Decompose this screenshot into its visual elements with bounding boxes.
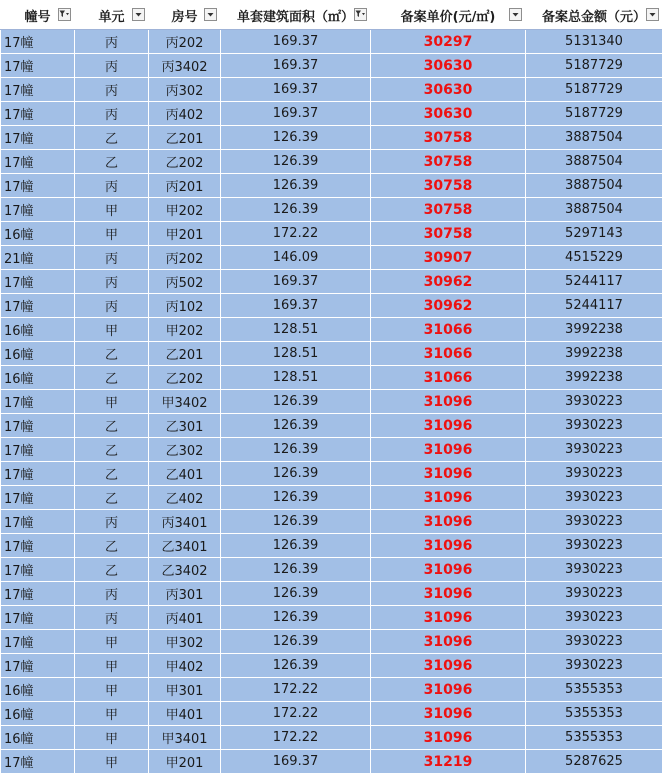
area-cell[interactable]: 172.22 (221, 726, 371, 750)
room-no-cell[interactable]: 丙202 (149, 30, 221, 54)
building-no-cell[interactable]: 17幢 (1, 102, 75, 126)
table-row (1, 78, 662, 102)
total-amount-cell[interactable]: 3930223 (526, 558, 662, 582)
table-row (1, 126, 662, 150)
unit-price-cell[interactable]: 31096 (371, 630, 526, 654)
unit-price-cell[interactable]: 31096 (371, 438, 526, 462)
unit-price-cell[interactable]: 31066 (371, 318, 526, 342)
total-amount-cell[interactable]: 5187729 (526, 102, 662, 126)
unit-cell[interactable]: 甲 (75, 390, 149, 414)
total-amount-cell[interactable]: 5355353 (526, 726, 662, 750)
dropdown-arrow-icon[interactable] (509, 8, 522, 21)
total-amount-cell[interactable]: 3930223 (526, 390, 662, 414)
total-amount-cell[interactable]: 5297143 (526, 222, 662, 246)
total-amount-cell[interactable]: 3930223 (526, 654, 662, 678)
total-amount-cell[interactable]: 3930223 (526, 462, 662, 486)
room-no-cell[interactable]: 乙202 (149, 150, 221, 174)
area-cell[interactable]: 169.37 (221, 270, 371, 294)
building-no-header-label: 幢号 (24, 6, 50, 25)
header-row (1, 1, 662, 30)
filter-active-icon[interactable] (58, 8, 71, 21)
unit-price-cell[interactable]: 30758 (371, 222, 526, 246)
building-no-cell[interactable]: 17幢 (1, 174, 75, 198)
room-no-cell[interactable]: 乙401 (149, 462, 221, 486)
area-cell[interactable]: 169.37 (221, 78, 371, 102)
area-cell[interactable]: 126.39 (221, 462, 371, 486)
unit-header-label: 单元 (98, 6, 124, 25)
total-amount-cell[interactable]: 3930223 (526, 630, 662, 654)
unit-price-cell[interactable]: 30907 (371, 246, 526, 270)
building-no-cell[interactable]: 17幢 (1, 150, 75, 174)
building-no-cell[interactable]: 17幢 (1, 558, 75, 582)
table-row (1, 54, 662, 78)
area-cell[interactable]: 128.51 (221, 342, 371, 366)
unit-cell[interactable]: 乙 (75, 342, 149, 366)
area-cell[interactable]: 172.22 (221, 678, 371, 702)
unit-price-cell[interactable]: 30962 (371, 294, 526, 318)
unit-cell[interactable]: 丙 (75, 102, 149, 126)
room-no-cell[interactable]: 丙3401 (149, 510, 221, 534)
unit-price-cell[interactable]: 31096 (371, 654, 526, 678)
area-cell[interactable]: 126.39 (221, 126, 371, 150)
area-cell[interactable]: 169.37 (221, 750, 371, 774)
table-row (1, 630, 662, 654)
area-cell[interactable]: 126.39 (221, 510, 371, 534)
table-row (1, 414, 662, 438)
unit-cell[interactable]: 丙 (75, 582, 149, 606)
area-cell[interactable]: 126.39 (221, 438, 371, 462)
building-no-cell[interactable]: 17幢 (1, 630, 75, 654)
room-no-cell[interactable]: 甲301 (149, 678, 221, 702)
unit-cell[interactable]: 甲 (75, 654, 149, 678)
unit-price-cell[interactable]: 31096 (371, 486, 526, 510)
table-row (1, 654, 662, 678)
total-amount-cell[interactable]: 5187729 (526, 78, 662, 102)
dropdown-arrow-icon[interactable] (204, 8, 217, 21)
room-no-cell[interactable]: 丙502 (149, 270, 221, 294)
total-amount-cell[interactable]: 5244117 (526, 294, 662, 318)
unit-cell[interactable]: 甲 (75, 678, 149, 702)
table-row (1, 558, 662, 582)
unit-price-cell[interactable]: 31096 (371, 606, 526, 630)
unit-cell[interactable]: 丙 (75, 30, 149, 54)
area-cell[interactable]: 169.37 (221, 294, 371, 318)
table-row (1, 750, 662, 774)
total-amount-cell[interactable]: 3992238 (526, 366, 662, 390)
building-no-cell[interactable]: 17幢 (1, 582, 75, 606)
table-row (1, 270, 662, 294)
filter-active-icon[interactable] (354, 8, 367, 21)
unit-price-cell[interactable]: 31066 (371, 342, 526, 366)
room-no-header-label: 房号 (171, 6, 197, 25)
unit-price-cell[interactable]: 31096 (371, 510, 526, 534)
unit-price-cell[interactable]: 30630 (371, 102, 526, 126)
area-cell[interactable]: 172.22 (221, 702, 371, 726)
table-row (1, 150, 662, 174)
building-no-cell[interactable]: 16幢 (1, 702, 75, 726)
room-no-cell[interactable]: 丙301 (149, 582, 221, 606)
room-no-cell[interactable]: 丙201 (149, 174, 221, 198)
table-row (1, 606, 662, 630)
unit-price-cell[interactable]: 31096 (371, 390, 526, 414)
total-amount-cell[interactable]: 3992238 (526, 342, 662, 366)
unit-cell[interactable]: 乙 (75, 558, 149, 582)
unit-cell[interactable]: 乙 (75, 150, 149, 174)
table-row (1, 726, 662, 750)
table-row (1, 678, 662, 702)
area-cell[interactable]: 126.39 (221, 654, 371, 678)
total-amount-cell[interactable]: 3930223 (526, 438, 662, 462)
total-amount-cell[interactable]: 5187729 (526, 54, 662, 78)
area-cell[interactable]: 128.51 (221, 318, 371, 342)
total-amount-cell[interactable]: 3930223 (526, 486, 662, 510)
building-no-cell[interactable]: 17幢 (1, 438, 75, 462)
building-no-cell[interactable]: 17幢 (1, 654, 75, 678)
unit-price-cell[interactable]: 31096 (371, 582, 526, 606)
unit-cell[interactable]: 丙 (75, 606, 149, 630)
unit-cell[interactable]: 甲 (75, 630, 149, 654)
unit-cell[interactable]: 丙 (75, 78, 149, 102)
room-no-cell[interactable]: 乙202 (149, 366, 221, 390)
total-amount-cell[interactable]: 3930223 (526, 414, 662, 438)
unit-price-cell[interactable]: 30297 (371, 30, 526, 54)
unit-cell[interactable]: 乙 (75, 366, 149, 390)
total-amount-cell[interactable]: 5244117 (526, 270, 662, 294)
unit-cell[interactable]: 丙 (75, 294, 149, 318)
building-no-cell[interactable]: 17幢 (1, 30, 75, 54)
room-no-cell[interactable]: 甲201 (149, 222, 221, 246)
table-row (1, 342, 662, 366)
unit-cell[interactable]: 甲 (75, 702, 149, 726)
table-row (1, 534, 662, 558)
room-no-cell[interactable]: 甲202 (149, 198, 221, 222)
room-no-cell[interactable]: 丙102 (149, 294, 221, 318)
room-no-cell[interactable]: 丙3402 (149, 54, 221, 78)
unit-cell[interactable]: 乙 (75, 462, 149, 486)
unit-cell[interactable]: 乙 (75, 438, 149, 462)
unit-price-cell[interactable]: 30630 (371, 54, 526, 78)
unit-cell[interactable]: 乙 (75, 414, 149, 438)
total-amount-cell[interactable]: 5355353 (526, 678, 662, 702)
unit-price-cell[interactable]: 31066 (371, 366, 526, 390)
room-no-cell[interactable]: 甲202 (149, 318, 221, 342)
building-no-cell[interactable]: 17幢 (1, 126, 75, 150)
building-no-cell[interactable]: 16幢 (1, 726, 75, 750)
room-no-cell[interactable]: 甲3401 (149, 726, 221, 750)
area-header-label: 单套建筑面积（㎡） (237, 6, 354, 25)
building-no-cell[interactable]: 17幢 (1, 198, 75, 222)
total-amount-header (526, 1, 662, 30)
room-no-cell[interactable]: 乙302 (149, 438, 221, 462)
unit-cell[interactable]: 甲 (75, 318, 149, 342)
dropdown-arrow-icon[interactable] (646, 8, 659, 21)
table-body (1, 30, 662, 774)
table-row (1, 222, 662, 246)
table-row (1, 390, 662, 414)
table-row (1, 30, 662, 54)
table-row (1, 294, 662, 318)
unit-price-header (371, 1, 526, 30)
unit-price-cell[interactable]: 30758 (371, 174, 526, 198)
building-no-cell[interactable]: 16幢 (1, 222, 75, 246)
area-cell[interactable]: 126.39 (221, 414, 371, 438)
unit-price-cell[interactable]: 31096 (371, 726, 526, 750)
unit-cell[interactable]: 甲 (75, 750, 149, 774)
building-no-cell[interactable]: 16幢 (1, 318, 75, 342)
total-amount-cell[interactable]: 3930223 (526, 606, 662, 630)
unit-cell[interactable]: 丙 (75, 246, 149, 270)
area-cell[interactable]: 126.39 (221, 150, 371, 174)
table-row (1, 318, 662, 342)
unit-price-cell[interactable]: 30758 (371, 150, 526, 174)
table-row (1, 438, 662, 462)
total-amount-cell[interactable]: 3887504 (526, 126, 662, 150)
table-row (1, 486, 662, 510)
room-no-cell[interactable]: 乙402 (149, 486, 221, 510)
area-cell[interactable]: 126.39 (221, 174, 371, 198)
unit-price-cell[interactable]: 31096 (371, 462, 526, 486)
table-row (1, 366, 662, 390)
area-cell[interactable]: 126.39 (221, 558, 371, 582)
building-no-cell[interactable]: 16幢 (1, 678, 75, 702)
area-cell[interactable]: 126.39 (221, 582, 371, 606)
total-amount-cell[interactable]: 3992238 (526, 318, 662, 342)
room-no-cell[interactable]: 甲201 (149, 750, 221, 774)
table-row (1, 702, 662, 726)
room-no-cell[interactable]: 乙3402 (149, 558, 221, 582)
unit-cell[interactable]: 乙 (75, 126, 149, 150)
building-no-cell[interactable]: 17幢 (1, 486, 75, 510)
unit-cell[interactable]: 甲 (75, 726, 149, 750)
room-no-header (149, 1, 221, 30)
unit-cell[interactable]: 丙 (75, 54, 149, 78)
total-amount-cell[interactable]: 3887504 (526, 150, 662, 174)
unit-price-cell[interactable]: 31096 (371, 534, 526, 558)
area-cell[interactable]: 126.39 (221, 534, 371, 558)
unit-cell[interactable]: 乙 (75, 486, 149, 510)
table-row (1, 510, 662, 534)
area-cell[interactable]: 169.37 (221, 30, 371, 54)
area-cell[interactable]: 126.39 (221, 390, 371, 414)
area-cell[interactable]: 126.39 (221, 486, 371, 510)
building-no-cell[interactable]: 17幢 (1, 462, 75, 486)
area-cell[interactable]: 172.22 (221, 222, 371, 246)
unit-cell[interactable]: 丙 (75, 510, 149, 534)
area-cell[interactable]: 169.37 (221, 54, 371, 78)
total-amount-cell[interactable]: 5287625 (526, 750, 662, 774)
room-no-cell[interactable]: 丙302 (149, 78, 221, 102)
room-no-cell[interactable]: 丙202 (149, 246, 221, 270)
building-no-cell[interactable]: 17幢 (1, 54, 75, 78)
table-row (1, 102, 662, 126)
unit-price-cell[interactable]: 31096 (371, 558, 526, 582)
room-no-cell[interactable]: 甲401 (149, 702, 221, 726)
table-row (1, 462, 662, 486)
unit-cell[interactable]: 乙 (75, 534, 149, 558)
total-amount-cell[interactable]: 3930223 (526, 582, 662, 606)
table-row (1, 246, 662, 270)
unit-price-cell[interactable]: 30758 (371, 198, 526, 222)
building-no-cell[interactable]: 17幢 (1, 270, 75, 294)
unit-cell[interactable]: 丙 (75, 270, 149, 294)
dropdown-arrow-icon[interactable] (132, 8, 145, 21)
unit-price-cell[interactable]: 30758 (371, 126, 526, 150)
table-row (1, 174, 662, 198)
table-header (1, 1, 662, 30)
total-amount-cell[interactable]: 3887504 (526, 198, 662, 222)
room-no-cell[interactable]: 甲302 (149, 630, 221, 654)
unit-price-cell[interactable]: 31096 (371, 702, 526, 726)
building-no-cell[interactable]: 17幢 (1, 534, 75, 558)
total-amount-cell[interactable]: 3930223 (526, 510, 662, 534)
building-no-cell[interactable]: 17幢 (1, 606, 75, 630)
unit-cell[interactable]: 甲 (75, 222, 149, 246)
total-amount-cell[interactable]: 4515229 (526, 246, 662, 270)
building-no-cell[interactable]: 17幢 (1, 414, 75, 438)
area-header (221, 1, 371, 30)
area-cell[interactable]: 126.39 (221, 198, 371, 222)
room-no-cell[interactable]: 甲3402 (149, 390, 221, 414)
building-no-cell[interactable]: 16幢 (1, 342, 75, 366)
unit-header (75, 1, 149, 30)
room-no-cell[interactable]: 甲402 (149, 654, 221, 678)
building-no-cell[interactable]: 21幢 (1, 246, 75, 270)
area-cell[interactable]: 169.37 (221, 102, 371, 126)
total-amount-header-label: 备案总金额（元） (542, 6, 646, 25)
total-amount-cell[interactable]: 3887504 (526, 174, 662, 198)
unit-cell[interactable]: 丙 (75, 174, 149, 198)
unit-price-header-label: 备案单价(元/㎡) (401, 6, 496, 25)
building-no-cell[interactable]: 17幢 (1, 510, 75, 534)
unit-price-cell[interactable]: 30630 (371, 78, 526, 102)
area-cell[interactable]: 126.39 (221, 606, 371, 630)
room-no-cell[interactable]: 乙201 (149, 126, 221, 150)
unit-price-cell[interactable]: 30962 (371, 270, 526, 294)
building-no-cell[interactable]: 17幢 (1, 390, 75, 414)
unit-price-cell[interactable]: 31096 (371, 678, 526, 702)
unit-price-cell[interactable]: 31096 (371, 414, 526, 438)
building-no-cell[interactable]: 17幢 (1, 78, 75, 102)
table-row (1, 582, 662, 606)
room-no-cell[interactable]: 乙301 (149, 414, 221, 438)
unit-cell[interactable]: 甲 (75, 198, 149, 222)
table-row (1, 198, 662, 222)
total-amount-cell[interactable]: 5131340 (526, 30, 662, 54)
building-no-cell[interactable]: 16幢 (1, 366, 75, 390)
area-cell[interactable]: 146.09 (221, 246, 371, 270)
room-no-cell[interactable]: 丙402 (149, 102, 221, 126)
room-no-cell[interactable]: 乙3401 (149, 534, 221, 558)
unit-price-cell[interactable]: 31219 (371, 750, 526, 774)
area-cell[interactable]: 126.39 (221, 630, 371, 654)
building-no-cell[interactable]: 17幢 (1, 750, 75, 774)
building-no-cell[interactable]: 17幢 (1, 294, 75, 318)
area-cell[interactable]: 128.51 (221, 366, 371, 390)
room-no-cell[interactable]: 丙401 (149, 606, 221, 630)
room-no-cell[interactable]: 乙201 (149, 342, 221, 366)
total-amount-cell[interactable]: 3930223 (526, 534, 662, 558)
total-amount-cell[interactable]: 5355353 (526, 702, 662, 726)
building-no-header (1, 1, 75, 30)
